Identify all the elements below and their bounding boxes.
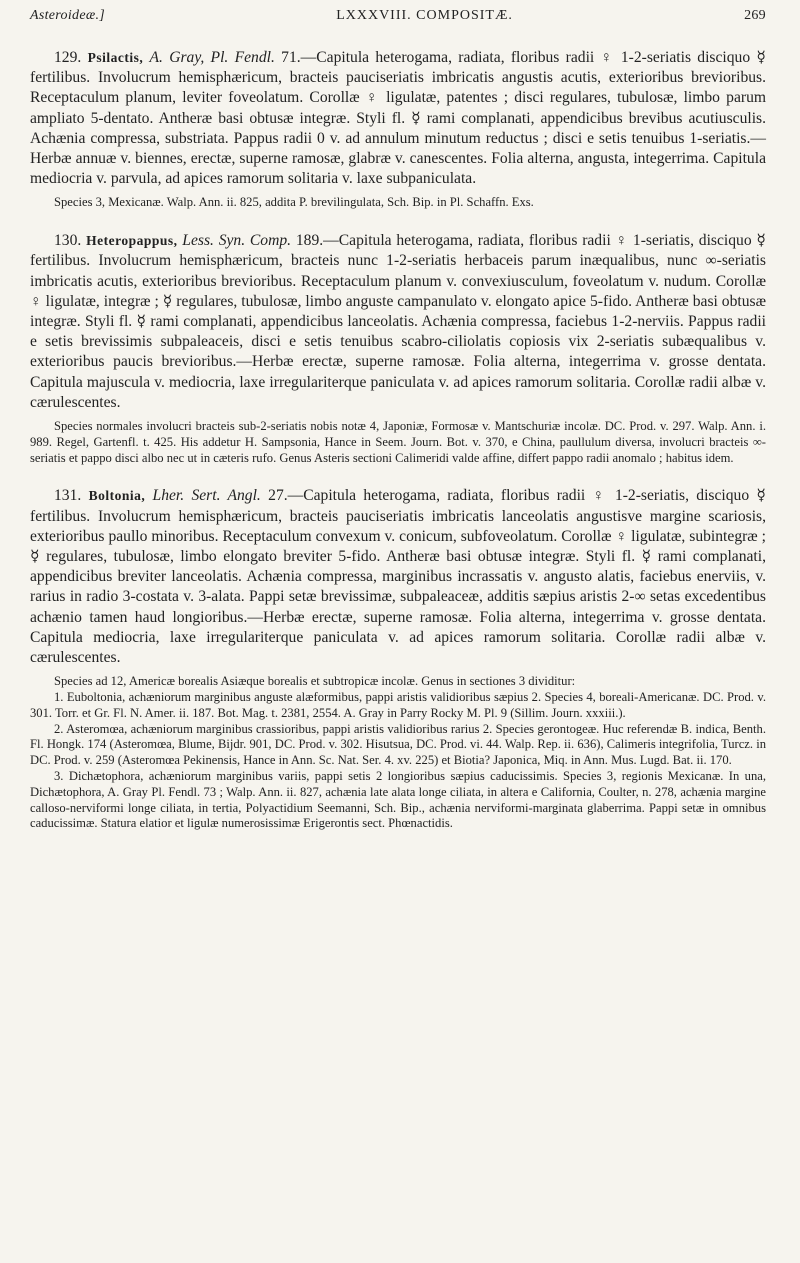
genus-author: A. Gray, Pl. Fendl.	[149, 49, 275, 66]
genus-description: —Capitula heterogama, radiata, floribus radii ♀ 1-2-seriatis disciquo ☿ fertilibus. Involucrum hemisphæricum, bracteis pauciseriatis imbricatis angustis acutis, exterioribus brevioribus. Receptaculum planum, leviter foveolatum. Corollæ ♀ ligulatæ, patentes ; disci regulares, tubulosæ, limbo parum ampliato 5-dentato. Antheræ basi obtusæ integræ. Styli fl. ☿ rami complanati, appendicibus brevibus acutiusculis. Achænia compressa, substriata. Pappus radii 0 v. ad annulum minutum reductus ; disci e setis tenuibus 1-seriatis.—Herbæ annuæ v. biennes, erectæ, superne ramosæ, glabræ v. canescentes. Folia alterna, angusta, integerrima. Capitula mediocria v. parvula, ad apices ramorum solitaria v. laxe subpaniculata.	[30, 49, 766, 188]
genus-number: 131.	[54, 487, 82, 505]
genus-name: Psilactis,	[87, 50, 144, 65]
genus-description: —Capitula heterogama, radiata, floribus radii ♀ 1-2-seriatis, disciquo ☿ fertilibus. Involucrum hemisphæricum, bracteis pauciseriatis imbricatis lanceolatis angustisve margine scariosis, exterioribus paullo minoribus. Receptaculum convexum v. conicum, subfoveolatum. Corollæ ♀ ligulatæ, subintegræ ; ☿ regulares, tubulosæ, limbo elongato breviter 5-fido. Antheræ basi obtusæ integræ. Styli fl. ☿ rami complanati, appendicibus breviter lanceolatis. Achænia compressa, marginibus incrassatis v. angusto alatis, faciebus enerviis, v. rarius in radio 3-costata v. 3-alata. Pappi setæ brevissimæ, subpaleaceæ, additis sæpius aristis 2-∞ setas excedentibus achænio tamen haud longioribus.—Herbæ erectæ, superne ramosæ. Folia alterna, integerrima v. grosse dentata. Capitula mediocria, laxe irregulariterque paniculata v. ad apices ramorum solitaria. Corollæ radii albæ v. cærulescentes.	[30, 487, 766, 667]
section-euboltonia: 1. Euboltonia, achæniorum marginibus anguste alæformibus, pappi aristis validioribus sæpius 2. Species 4, boreali-Americanæ. DC. Prod. v. 301. Torr. et Gr. Fl. N. Amer. ii. 187. Bot. Mag. t. 2381, 2554. A. Gray in Parry Rocky M. Pl. 9 (Sillim. Journ. xxxiii.).	[30, 690, 766, 720]
genus-number: 129.	[54, 49, 82, 66]
genus-description: —Capitula heterogama, radiata, floribus radii ♀ 1-seriatis, disciquo ☿ fertilibus. Involucrum hemisphæricum, bracteis nunc 1-2-seriatis herbaceis parum inæqualibus, nunc ∞-seriatis imbricatis acutis, exterioribus brevioribus. Receptaculum planum v. convexiusculum, foveolatum v. nudum. Corollæ ♀ ligulatæ, integræ ; ☿ regulares, tubulosæ, limbo anguste campanulato v. elongato apice 5-fido. Antheræ basi obtusæ integræ. Styli fl. ☿ rami complanati, appendicibus lanceolatis. Achænia compressa, faciebus 1-2-nerviis. Pappus radii e setis brevissimis subpaleaceis, disci e setis tenuibus scabro-ciliolatis copiosis vix 2-seriatis subæqualibus v. exterioribus paucis brevioribus.—Herbæ erectæ, superne ramosæ. Folia alterna, integerrima v. grosse dentata. Capitula majuscula v. mediocria, laxe irregulariterque paniculata v. ad apices ramorum solitaria. Corollæ radii albæ v. cærulescentes.	[30, 232, 766, 411]
genus-ref: 71.	[281, 49, 301, 66]
species-note: Species 3, Mexicanæ. Walp. Ann. ii. 825, addita P. brevilingulata, Sch. Bip. in Pl. Schaffn. Exs.	[54, 195, 534, 210]
section-dichaetophora: 3. Dichætophora, achæniorum marginibus variis, pappi setis 2 longioribus sæpius caducissimis. Species 3, regionis Mexicanæ. In una, Dichætophora, A. Gray Pl. Fendl. 73 ; Walp. Ann. ii. 827, achænia late alata longe ciliata, in altera e California, Coulter, n. 278, achænia margine calloso-nerviformi longe ciliata, in tertia, Polyactidium Seemanni, Sch. Bip., achænia nerviformi-marginata glaberrima. Pappi setæ in omnibus caducissimæ. Statura elatior et ligulæ numerosissimæ Erigerontis sect. Phœnactidis.	[30, 769, 766, 831]
genus-entry-heteropappus	[30, 231, 766, 413]
section-asteromoea: 2. Asteromœa, achæniorum marginibus crassioribus, pappi aristis validioribus rarius 2. Species gerontogeæ. Huc referendæ B. indica, Benth. Fl. Hongk. 174 (Asteromœa, Blume, Bijdr. 901, DC. Prod. v. 302. Hisutsua, DC. Prod. vi. 44. Walp. Rep. ii. 636), Calimeris integrifolia, Turcz. in DC. Prod. v. 259 (Asteromœa Pekinensis, Hance in Ann. Sc. Nat. Ser. 4. xv. 225) et Biotia? Japonica, Miq. in Ann. Mus. Lugd. Bat. ii. 170.	[30, 721, 766, 768]
genus-entry-psilactis	[30, 48, 766, 189]
genus-name: Heteropappus,	[86, 233, 178, 249]
genus-ref: 27.	[268, 487, 288, 505]
genus-author: Lher. Sert. Angl.	[152, 487, 261, 505]
header-order: LXXXVIII. COMPOSITÆ.	[336, 8, 513, 23]
genus-author: Less. Syn. Comp.	[182, 232, 292, 250]
running-header	[30, 8, 766, 38]
header-tribe: Asteroideæ.]	[30, 8, 106, 23]
genus-ref: 189.	[295, 232, 324, 250]
species-note: Species ad 12, Americæ borealis Asiæque borealis et subtropicæ incolæ. Genus in sectiones 3 dividitur:	[54, 674, 576, 689]
species-note: Species normales involucri bracteis sub-2-seriatis nobis notæ 4, Japoniæ, Formosæ v. Mantschuriæ incolæ. DC. Prod. v. 297. Walp. Ann. i. 989. Regel, Gartenfl. t. 425. His addetur H. Sampsonia, Hance in Seem. Journ. Bot. v. 370, e China, paullulum diversa, involucri bracteis ∞-seriatis et pappo disci albo nec ut in cæteris rufo. Genus Asteris sectioni Calimeridi valde affine, differt pappo radii anomalo ; habitus idem.	[30, 419, 766, 465]
page-number: 269	[744, 8, 766, 23]
genus-entry-boltonia	[30, 486, 766, 668]
genus-number: 130.	[54, 232, 82, 250]
genus-name: Boltonia,	[88, 488, 146, 504]
